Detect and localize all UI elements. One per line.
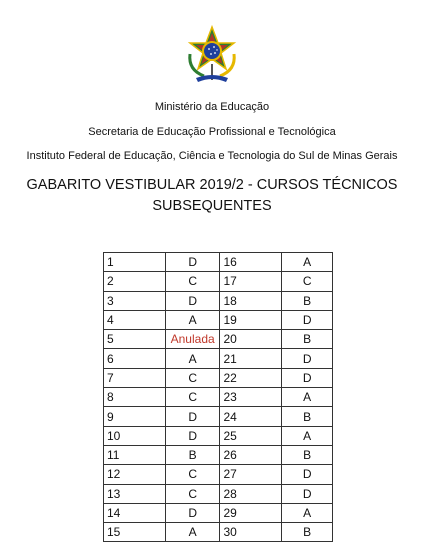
question-number: 17 — [220, 272, 282, 291]
answer-cell: D — [282, 484, 333, 503]
table-row — [104, 523, 333, 542]
question-number: 22 — [220, 368, 282, 387]
question-number: 9 — [104, 407, 166, 426]
table-row — [104, 445, 333, 464]
answer-cell: A — [282, 503, 333, 522]
answer-cell: B — [165, 445, 220, 464]
table-row — [104, 253, 333, 272]
answer-cell: C — [165, 465, 220, 484]
question-number: 29 — [220, 503, 282, 522]
answer-cell: D — [282, 349, 333, 368]
question-number: 27 — [220, 465, 282, 484]
answer-cell: B — [282, 330, 333, 349]
ministry-name: Ministério da Educação — [154, 101, 270, 113]
question-number: 26 — [220, 445, 282, 464]
answer-key-body — [104, 253, 333, 542]
question-number: 15 — [104, 523, 166, 542]
question-number: 21 — [220, 349, 282, 368]
answer-cell: C — [165, 368, 220, 387]
question-number: 3 — [104, 291, 166, 310]
table-row — [104, 388, 333, 407]
page-title: GABARITO VESTIBULAR 2019/2 - CURSOS TÉCNICOS — [26, 177, 398, 193]
table-row — [104, 330, 333, 349]
table-row — [104, 291, 333, 310]
answer-cell: C — [165, 388, 220, 407]
question-number: 8 — [104, 388, 166, 407]
question-number: 11 — [104, 445, 166, 464]
answer-cell: D — [165, 407, 220, 426]
question-number: 10 — [104, 426, 166, 445]
question-number: 4 — [104, 310, 166, 329]
question-number: 7 — [104, 368, 166, 387]
question-number: 6 — [104, 349, 166, 368]
answer-cell: B — [282, 291, 333, 310]
question-number: 12 — [104, 465, 166, 484]
answer-cell: C — [165, 484, 220, 503]
table-row — [104, 465, 333, 484]
table-row — [104, 272, 333, 291]
answer-cell: A — [282, 388, 333, 407]
answer-cell: D — [282, 310, 333, 329]
table-row — [104, 310, 333, 329]
question-number: 24 — [220, 407, 282, 426]
table-row — [104, 349, 333, 368]
table-row — [104, 368, 333, 387]
question-number: 25 — [220, 426, 282, 445]
answer-cell: A — [282, 253, 333, 272]
answer-cell: A — [282, 426, 333, 445]
question-number: 16 — [220, 253, 282, 272]
answer-cell: A — [165, 310, 220, 329]
answer-cell: A — [165, 523, 220, 542]
table-row — [104, 426, 333, 445]
answer-cell: D — [282, 465, 333, 484]
answer-cell: A — [165, 349, 220, 368]
question-number: 23 — [220, 388, 282, 407]
table-row — [104, 407, 333, 426]
answer-cell: B — [282, 523, 333, 542]
question-number: 13 — [104, 484, 166, 503]
page-subtitle: SUBSEQUENTES — [152, 198, 272, 214]
question-number: 30 — [220, 523, 282, 542]
question-number: 20 — [220, 330, 282, 349]
question-number: 5 — [104, 330, 166, 349]
question-number: 18 — [220, 291, 282, 310]
answer-cell: D — [282, 368, 333, 387]
question-number: 2 — [104, 272, 166, 291]
question-number: 28 — [220, 484, 282, 503]
answer-cell: C — [282, 272, 333, 291]
answer-cell: C — [165, 272, 220, 291]
institute-name: Instituto Federal de Educação, Ciência e Tecnologia do Sul de Minas Gerais — [26, 150, 398, 162]
answer-cell: B — [282, 445, 333, 464]
question-number: 14 — [104, 503, 166, 522]
answer-cell: D — [165, 291, 220, 310]
answer-cell: D — [165, 503, 220, 522]
answer-cell: D — [165, 253, 220, 272]
brazil-coat-of-arms-icon — [182, 24, 242, 84]
secretariat-name: Secretaria de Educação Profissional e Tecnológica — [88, 126, 336, 138]
question-number: 19 — [220, 310, 282, 329]
answer-cell: B — [282, 407, 333, 426]
table-row — [104, 484, 333, 503]
answer-cell: D — [165, 426, 220, 445]
answer-key-table — [103, 252, 333, 542]
table-row — [104, 503, 333, 522]
annulled-answer-cell: Anulada — [165, 330, 220, 349]
question-number: 1 — [104, 253, 166, 272]
